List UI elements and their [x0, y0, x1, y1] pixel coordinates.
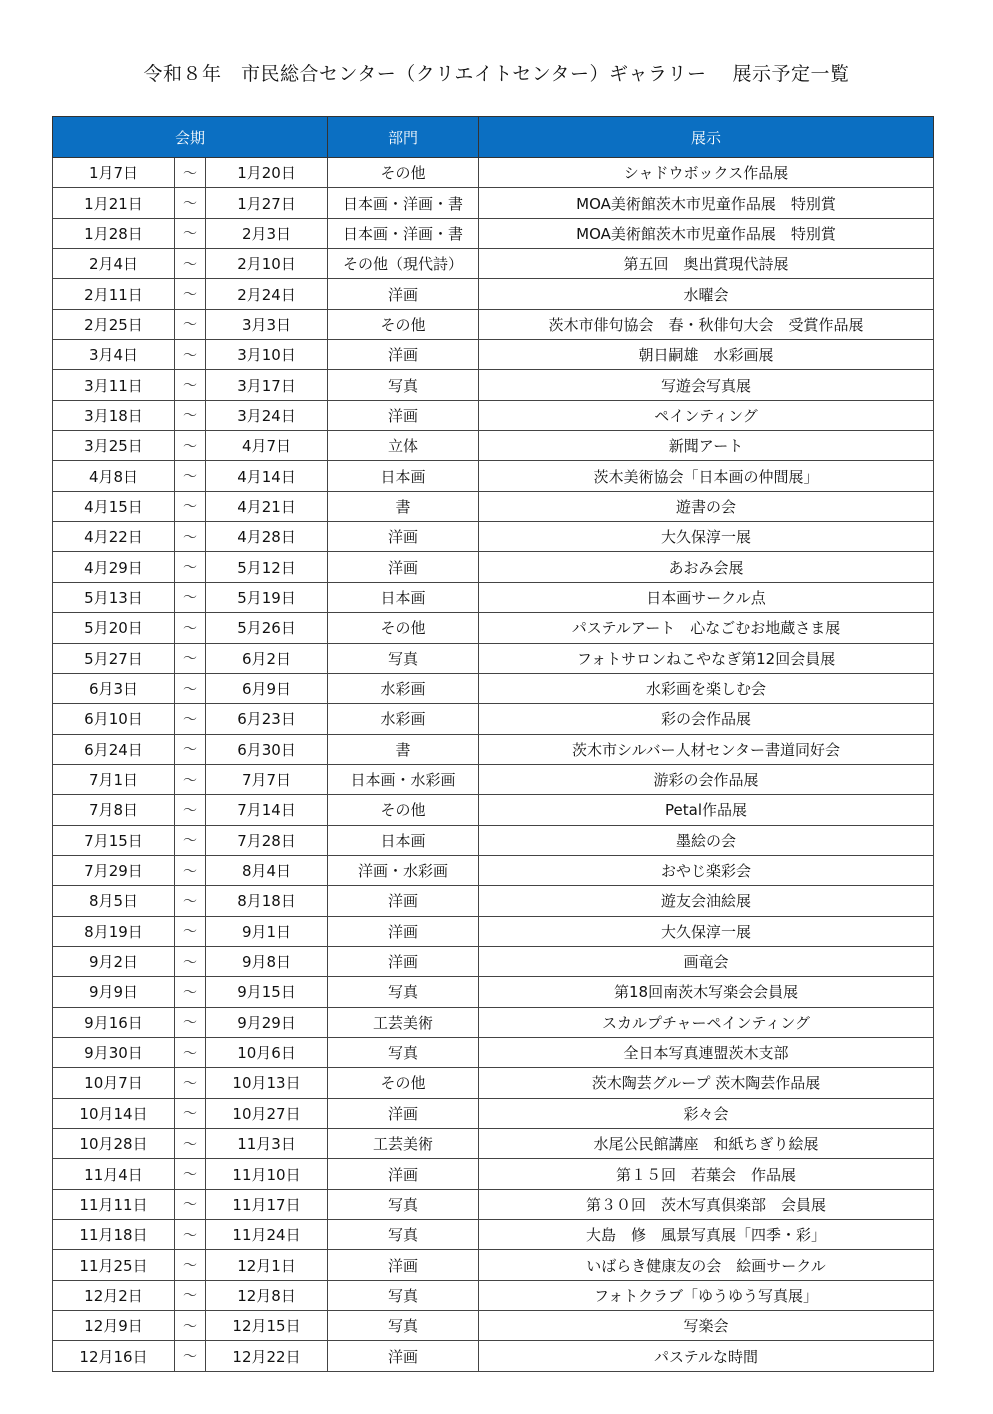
category-cell: 日本画 — [328, 582, 479, 612]
exhibition-cell: フォトサロンねこやなぎ第12回会員展 — [479, 643, 934, 673]
exhibition-cell: 茨木市シルバー人材センター書道同好会 — [479, 734, 934, 764]
start-date-cell: 9月30日 — [53, 1037, 175, 1067]
end-date-cell: 4月28日 — [206, 522, 328, 552]
table-row — [53, 795, 934, 825]
category-cell: その他 — [328, 158, 479, 188]
exhibition-schedule-table — [52, 116, 934, 1372]
separator-cell: ～ — [175, 461, 206, 491]
end-date-cell: 7月28日 — [206, 825, 328, 855]
separator-cell: ～ — [175, 158, 206, 188]
separator-cell: ～ — [175, 1098, 206, 1128]
start-date-cell: 5月20日 — [53, 613, 175, 643]
end-date-cell: 9月29日 — [206, 1007, 328, 1037]
category-cell: 日本画・洋画・書 — [328, 218, 479, 248]
exhibition-cell: おやじ楽彩会 — [479, 855, 934, 885]
start-date-cell: 7月8日 — [53, 795, 175, 825]
end-date-cell: 9月15日 — [206, 977, 328, 1007]
table-row — [53, 1341, 934, 1371]
exhibition-cell: ペインティング — [479, 400, 934, 430]
start-date-cell: 7月1日 — [53, 764, 175, 794]
table-row — [53, 522, 934, 552]
start-date-cell: 4月22日 — [53, 522, 175, 552]
category-cell: 立体 — [328, 431, 479, 461]
start-date-cell: 11月25日 — [53, 1250, 175, 1280]
exhibition-cell: 水尾公民館講座 和紙ちぎり絵展 — [479, 1129, 934, 1159]
table-row — [53, 704, 934, 734]
separator-cell: ～ — [175, 552, 206, 582]
table-row — [53, 673, 934, 703]
category-cell: 日本画・洋画・書 — [328, 188, 479, 218]
separator-cell: ～ — [175, 1280, 206, 1310]
end-date-cell: 12月22日 — [206, 1341, 328, 1371]
table-row — [53, 431, 934, 461]
end-date-cell: 8月4日 — [206, 855, 328, 885]
header-row — [53, 117, 934, 158]
table-row — [53, 734, 934, 764]
start-date-cell: 1月7日 — [53, 158, 175, 188]
category-cell: 洋画 — [328, 946, 479, 976]
separator-cell: ～ — [175, 1220, 206, 1250]
category-cell: 書 — [328, 734, 479, 764]
separator-cell: ～ — [175, 1037, 206, 1067]
end-date-cell: 11月17日 — [206, 1189, 328, 1219]
category-cell: その他 — [328, 1068, 479, 1098]
category-cell: 洋画 — [328, 1250, 479, 1280]
start-date-cell: 10月28日 — [53, 1129, 175, 1159]
end-date-cell: 12月8日 — [206, 1280, 328, 1310]
separator-cell: ～ — [175, 916, 206, 946]
exhibition-cell: 彩々会 — [479, 1098, 934, 1128]
category-cell: 洋画・水彩画 — [328, 855, 479, 885]
start-date-cell: 6月24日 — [53, 734, 175, 764]
exhibition-cell: いばらき健康友の会 絵画サークル — [479, 1250, 934, 1280]
exhibition-cell: 朝日嗣雄 水彩画展 — [479, 340, 934, 370]
table-row — [53, 1037, 934, 1067]
end-date-cell: 6月23日 — [206, 704, 328, 734]
separator-cell: ～ — [175, 279, 206, 309]
separator-cell: ～ — [175, 1159, 206, 1189]
separator-cell: ～ — [175, 188, 206, 218]
start-date-cell: 2月11日 — [53, 279, 175, 309]
table-row — [53, 1068, 934, 1098]
exhibition-cell: シャドウボックス作品展 — [479, 158, 934, 188]
separator-cell: ～ — [175, 764, 206, 794]
exhibition-cell: 遊友会油絵展 — [479, 886, 934, 916]
end-date-cell: 2月24日 — [206, 279, 328, 309]
exhibition-cell: 第１５回 若葉会 作品展 — [479, 1159, 934, 1189]
separator-cell: ～ — [175, 1341, 206, 1371]
header-exhibition: 展示 — [479, 117, 934, 158]
start-date-cell: 9月2日 — [53, 946, 175, 976]
category-cell: 洋画 — [328, 1098, 479, 1128]
table-row — [53, 340, 934, 370]
category-cell: その他 — [328, 613, 479, 643]
separator-cell: ～ — [175, 977, 206, 1007]
exhibition-cell: 第３０回 茨木写真倶楽部 会員展 — [479, 1189, 934, 1219]
table-row — [53, 1098, 934, 1128]
table-row — [53, 855, 934, 885]
separator-cell: ～ — [175, 1311, 206, 1341]
exhibition-cell: MOA美術館茨木市児童作品展 特別賞 — [479, 218, 934, 248]
exhibition-cell: 水曜会 — [479, 279, 934, 309]
end-date-cell: 3月24日 — [206, 400, 328, 430]
table-row — [53, 643, 934, 673]
start-date-cell: 2月25日 — [53, 309, 175, 339]
separator-cell: ～ — [175, 825, 206, 855]
category-cell: 日本画 — [328, 825, 479, 855]
exhibition-cell: 遊書の会 — [479, 491, 934, 521]
end-date-cell: 9月8日 — [206, 946, 328, 976]
start-date-cell: 5月27日 — [53, 643, 175, 673]
start-date-cell: 4月8日 — [53, 461, 175, 491]
exhibition-cell: パステルアート 心なごむお地蔵さま展 — [479, 613, 934, 643]
end-date-cell: 11月10日 — [206, 1159, 328, 1189]
category-cell: 写真 — [328, 1311, 479, 1341]
start-date-cell: 11月4日 — [53, 1159, 175, 1189]
separator-cell: ～ — [175, 946, 206, 976]
start-date-cell: 11月18日 — [53, 1220, 175, 1250]
start-date-cell: 2月4日 — [53, 249, 175, 279]
separator-cell: ～ — [175, 1250, 206, 1280]
table-row — [53, 309, 934, 339]
start-date-cell: 1月28日 — [53, 218, 175, 248]
end-date-cell: 10月27日 — [206, 1098, 328, 1128]
end-date-cell: 1月20日 — [206, 158, 328, 188]
separator-cell: ～ — [175, 370, 206, 400]
end-date-cell: 2月10日 — [206, 249, 328, 279]
table-row — [53, 1159, 934, 1189]
separator-cell: ～ — [175, 795, 206, 825]
category-cell: 写真 — [328, 977, 479, 1007]
exhibition-cell: 茨木市俳句協会 春・秋俳句大会 受賞作品展 — [479, 309, 934, 339]
exhibition-cell: スカルプチャーペインティング — [479, 1007, 934, 1037]
start-date-cell: 10月7日 — [53, 1068, 175, 1098]
separator-cell: ～ — [175, 704, 206, 734]
category-cell: 洋画 — [328, 279, 479, 309]
header-category: 部門 — [328, 117, 479, 158]
exhibition-cell: 茨木美術協会「日本画の仲間展」 — [479, 461, 934, 491]
exhibition-cell: 新聞アート — [479, 431, 934, 461]
start-date-cell: 12月2日 — [53, 1280, 175, 1310]
separator-cell: ～ — [175, 522, 206, 552]
separator-cell: ～ — [175, 249, 206, 279]
table-row — [53, 1311, 934, 1341]
end-date-cell: 5月12日 — [206, 552, 328, 582]
separator-cell: ～ — [175, 673, 206, 703]
end-date-cell: 1月27日 — [206, 188, 328, 218]
start-date-cell: 3月11日 — [53, 370, 175, 400]
end-date-cell: 11月3日 — [206, 1129, 328, 1159]
category-cell: 日本画 — [328, 461, 479, 491]
table-row — [53, 218, 934, 248]
start-date-cell: 3月4日 — [53, 340, 175, 370]
start-date-cell: 5月13日 — [53, 582, 175, 612]
exhibition-cell: 第五回 奥出賞現代詩展 — [479, 249, 934, 279]
category-cell: 水彩画 — [328, 673, 479, 703]
start-date-cell: 8月19日 — [53, 916, 175, 946]
end-date-cell: 3月10日 — [206, 340, 328, 370]
separator-cell: ～ — [175, 886, 206, 916]
table-row — [53, 1007, 934, 1037]
exhibition-cell: 游彩の会作品展 — [479, 764, 934, 794]
end-date-cell: 3月3日 — [206, 309, 328, 339]
start-date-cell: 9月16日 — [53, 1007, 175, 1037]
exhibition-cell: 全日本写真連盟茨木支部 — [479, 1037, 934, 1067]
separator-cell: ～ — [175, 643, 206, 673]
start-date-cell: 4月29日 — [53, 552, 175, 582]
exhibition-cell: 墨絵の会 — [479, 825, 934, 855]
table-row — [53, 764, 934, 794]
end-date-cell: 6月30日 — [206, 734, 328, 764]
category-cell: 写真 — [328, 370, 479, 400]
table-row — [53, 461, 934, 491]
end-date-cell: 12月15日 — [206, 1311, 328, 1341]
start-date-cell: 11月11日 — [53, 1189, 175, 1219]
table-row — [53, 158, 934, 188]
category-cell: 洋画 — [328, 340, 479, 370]
end-date-cell: 10月13日 — [206, 1068, 328, 1098]
exhibition-cell: MOA美術館茨木市児童作品展 特別賞 — [479, 188, 934, 218]
end-date-cell: 5月19日 — [206, 582, 328, 612]
category-cell: 洋画 — [328, 552, 479, 582]
category-cell: 写真 — [328, 1280, 479, 1310]
category-cell: 洋画 — [328, 916, 479, 946]
separator-cell: ～ — [175, 1189, 206, 1219]
exhibition-cell: 日本画サークル点 — [479, 582, 934, 612]
table-row — [53, 946, 934, 976]
separator-cell: ～ — [175, 1007, 206, 1037]
category-cell: 写真 — [328, 1037, 479, 1067]
start-date-cell: 3月25日 — [53, 431, 175, 461]
table-row — [53, 279, 934, 309]
table-row — [53, 1280, 934, 1310]
table-row — [53, 825, 934, 855]
category-cell: 書 — [328, 491, 479, 521]
table-row — [53, 400, 934, 430]
category-cell: 写真 — [328, 643, 479, 673]
start-date-cell: 10月14日 — [53, 1098, 175, 1128]
start-date-cell: 6月10日 — [53, 704, 175, 734]
start-date-cell: 8月5日 — [53, 886, 175, 916]
category-cell: 洋画 — [328, 886, 479, 916]
exhibition-cell: 画竜会 — [479, 946, 934, 976]
start-date-cell: 6月3日 — [53, 673, 175, 703]
category-cell: 洋画 — [328, 1159, 479, 1189]
start-date-cell: 7月29日 — [53, 855, 175, 885]
separator-cell: ～ — [175, 491, 206, 521]
start-date-cell: 12月16日 — [53, 1341, 175, 1371]
table-row — [53, 886, 934, 916]
exhibition-cell: 写楽会 — [479, 1311, 934, 1341]
end-date-cell: 11月24日 — [206, 1220, 328, 1250]
end-date-cell: 6月2日 — [206, 643, 328, 673]
end-date-cell: 8月18日 — [206, 886, 328, 916]
page-title: 令和８年 市民総合センター（クリエイトセンター）ギャラリー 展示予定一覧 — [143, 63, 850, 85]
table-header — [53, 117, 934, 158]
separator-cell: ～ — [175, 1068, 206, 1098]
end-date-cell: 9月1日 — [206, 916, 328, 946]
exhibition-cell: 大島 修 風景写真展「四季・彩」 — [479, 1220, 934, 1250]
exhibition-cell: 写遊会写真展 — [479, 370, 934, 400]
header-period: 会期 — [53, 117, 328, 158]
category-cell: 洋画 — [328, 1341, 479, 1371]
category-cell: 日本画・水彩画 — [328, 764, 479, 794]
end-date-cell: 4月7日 — [206, 431, 328, 461]
exhibition-cell: フォトクラブ「ゆうゆう写真展」 — [479, 1280, 934, 1310]
start-date-cell: 9月9日 — [53, 977, 175, 1007]
exhibition-cell: 第18回南茨木写楽会会員展 — [479, 977, 934, 1007]
category-cell: 洋画 — [328, 400, 479, 430]
table-row — [53, 613, 934, 643]
category-cell: 写真 — [328, 1220, 479, 1250]
start-date-cell: 1月21日 — [53, 188, 175, 218]
start-date-cell: 3月18日 — [53, 400, 175, 430]
category-cell: 工芸美術 — [328, 1007, 479, 1037]
category-cell: 洋画 — [328, 522, 479, 552]
table-row — [53, 1129, 934, 1159]
exhibition-cell: あおみ会展 — [479, 552, 934, 582]
table-row — [53, 582, 934, 612]
exhibition-cell: 大久保淳一展 — [479, 522, 934, 552]
end-date-cell: 7月7日 — [206, 764, 328, 794]
table-row — [53, 1250, 934, 1280]
table-row — [53, 1189, 934, 1219]
end-date-cell: 3月17日 — [206, 370, 328, 400]
category-cell: 水彩画 — [328, 704, 479, 734]
table-body — [53, 158, 934, 1372]
category-cell: その他 — [328, 795, 479, 825]
category-cell: 工芸美術 — [328, 1129, 479, 1159]
separator-cell: ～ — [175, 309, 206, 339]
start-date-cell: 7月15日 — [53, 825, 175, 855]
exhibition-cell: 大久保淳一展 — [479, 916, 934, 946]
exhibition-cell: Petal作品展 — [479, 795, 934, 825]
category-cell: 写真 — [328, 1189, 479, 1219]
table-row — [53, 1220, 934, 1250]
end-date-cell: 5月26日 — [206, 613, 328, 643]
start-date-cell: 12月9日 — [53, 1311, 175, 1341]
separator-cell: ～ — [175, 431, 206, 461]
separator-cell: ～ — [175, 582, 206, 612]
end-date-cell: 7月14日 — [206, 795, 328, 825]
table-row — [53, 552, 934, 582]
exhibition-cell: パステルな時間 — [479, 1341, 934, 1371]
table-row — [53, 491, 934, 521]
separator-cell: ～ — [175, 855, 206, 885]
separator-cell: ～ — [175, 1129, 206, 1159]
end-date-cell: 10月6日 — [206, 1037, 328, 1067]
end-date-cell: 2月3日 — [206, 218, 328, 248]
table-row — [53, 977, 934, 1007]
separator-cell: ～ — [175, 340, 206, 370]
separator-cell: ～ — [175, 400, 206, 430]
exhibition-cell: 彩の会作品展 — [479, 704, 934, 734]
table-row — [53, 188, 934, 218]
category-cell: その他（現代詩） — [328, 249, 479, 279]
separator-cell: ～ — [175, 613, 206, 643]
separator-cell: ～ — [175, 734, 206, 764]
table-row — [53, 916, 934, 946]
start-date-cell: 4月15日 — [53, 491, 175, 521]
table-row — [53, 370, 934, 400]
end-date-cell: 4月21日 — [206, 491, 328, 521]
exhibition-cell: 茨木陶芸グループ 茨木陶芸作品展 — [479, 1068, 934, 1098]
category-cell: その他 — [328, 309, 479, 339]
table-row — [53, 249, 934, 279]
end-date-cell: 6月9日 — [206, 673, 328, 703]
exhibition-cell: 水彩画を楽しむ会 — [479, 673, 934, 703]
end-date-cell: 4月14日 — [206, 461, 328, 491]
end-date-cell: 12月1日 — [206, 1250, 328, 1280]
separator-cell: ～ — [175, 218, 206, 248]
